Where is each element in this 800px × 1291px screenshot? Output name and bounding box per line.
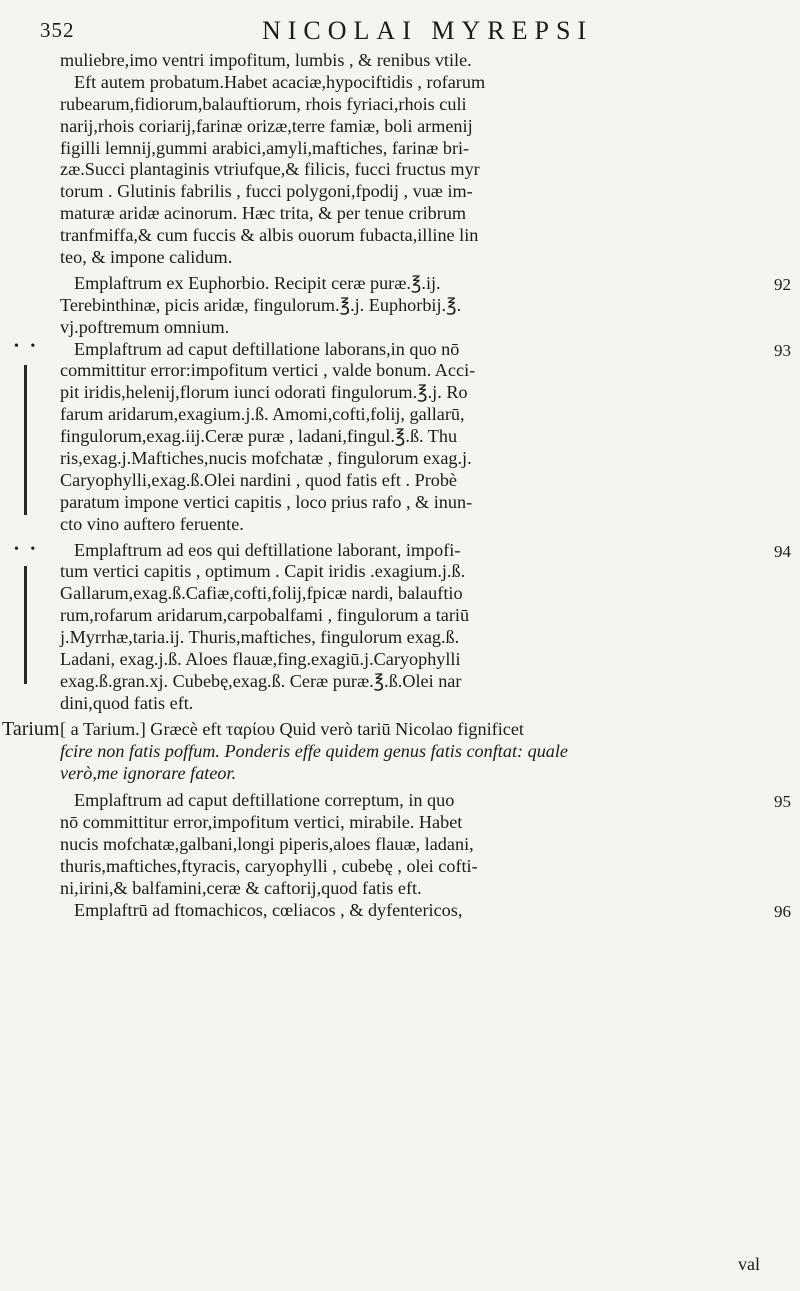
text-line: cto vino auftero feruente. [60,513,244,534]
text-line: j.Myrrhæ,taria.ij. Thuris,maftiches, fingulorum exag.ß. [60,627,460,648]
text-line: farum aridarum,exagium.j.ß. Amomi,cofti,folij, gallarū, [60,404,465,425]
recipe-number: 93 [774,340,791,360]
text-line: fingulorum,exag.iij.Ceræ puræ , ladani,fingul.℥.ß. Thu [60,426,458,447]
margin-bar [24,566,27,684]
text-line: exag.ß.gran.xj. Cubebę,exag.ß. Ceræ puræ.℥.ß.Olei nar [60,670,462,691]
recipe-number: 94 [774,541,791,561]
catchword: val [738,1254,760,1274]
text-line: muliebre,imo ventri impofitum, lumbis , & renibus vtile. [60,50,472,70]
text-line: Gallarum,exag.ß.Cafiæ,cofti,folij,fpicæ nardi, balauftio [60,583,463,604]
text-line: Eft autem probatum.Habet acaciæ,hypociftidis , rofarum [74,71,486,92]
text-line: committitur error:impofitum vertici , valde bonum. Acci- [60,360,476,381]
text-line: ris,exag.j.Maftiches,nucis mofchatæ , fingulorum exag.j. [60,448,472,469]
text-line: paratum impone vertici capitis , loco prius rafo , & inun- [60,491,473,512]
text-line: maturæ aridæ acinorum. Hæc trita, & per tenue cribrum [60,203,467,224]
paragraph-caput-2 [14,539,791,715]
paragraph-astringent [60,50,775,269]
text-line: rubearum,fidiorum,balauftiorum, rhois fyriaci,rhois culi [60,93,467,114]
text-line: Terebinthinæ, picis aridæ, fingulorum.℥.j. Euphorbij.℥. [60,294,462,315]
text-line: [ a Tarium.] Græcè eft ταρίου Quid verò tariū Nicolao fignificet [60,718,524,739]
paragraph-caput-3 [60,790,791,922]
annotation-tarium [2,717,775,785]
margin-note: Tarium [2,717,60,740]
text-line: nō committitur error,impofitum vertici, mirabile. Habet [60,812,463,833]
text-line: torum . Glutinis fabrilis , fucci polygoni,fpodij , vuæ im- [60,181,473,202]
recipe-number: 92 [774,274,791,294]
bullet-markers: • • [14,338,40,354]
text-line: tranfmiffa,& cum fuccis & albis ouorum fubacta,illine lin [60,225,479,246]
text-line: tum vertici capitis , optimum . Capit iridis .exagium.j.ß. [60,561,466,582]
text-line: verò,me ignorare fateor. [60,762,237,783]
text-line: Emplaftrum ad caput deftillatione laborans,in quo nō [74,338,460,359]
page-header [0,16,800,48]
text-line: narij,rhois coriarij,farinæ orizæ,terre famiæ, boli armenij [60,115,473,136]
text-line: rum,rofarum aridarum,carpobalfami , fingulorum a tariū [60,605,470,626]
paragraph-euphorbio [60,272,791,339]
recipe-number: 95 [774,792,791,812]
text-line: Emplaftrū ad ftomachicos, cœliacos , & dyfentericos, [74,899,463,920]
text-line: pit iridis,helenij,florum iunci odorati fingulorum.℥.j. Ro [60,382,468,403]
text-line: dini,quod fatis eft. [60,692,194,713]
bullet-markers: • • [14,541,40,557]
margin-bar [24,365,27,515]
text-line: Emplaftrum ad eos qui deftillatione laborant, impofi- [74,539,461,560]
text-line: vj.poftremum omnium. [60,316,230,337]
running-title: NICOLAI MYREPSI [262,16,594,45]
text-line: teo, & impone calidum. [60,247,233,268]
page-number: 352 [40,18,75,42]
text-line: nucis mofchatæ,galbani,longi piperis,aloes flauæ, ladani, [60,834,474,855]
text-line: Emplaftrum ex Euphorbio. Recipit ceræ puræ.℥.ij. [74,272,441,293]
text-line: Caryophylli,exag.ß.Olei nardini , quod fatis eft . Probè [60,469,458,490]
text-line: Emplaftrum ad caput deftillatione correptum, in quo [74,790,455,811]
paragraph-caput-1 [14,338,791,536]
text-line: fcire non fatis poffum. Ponderis effe quidem genus fatis conftat: quale [60,740,569,761]
text-line: Ladani, exag.j.ß. Aloes flauæ,fing.exagiū.j.Caryophylli [60,649,461,670]
text-line: thuris,maftiches,ftyracis, caryophylli , cubebę , olei cofti- [60,856,478,877]
recipe-number: 96 [774,902,791,922]
text-line: zæ.Succi plantaginis vtriufque,& filicis, fucci fructus myr [60,159,480,180]
text-line: ni,irini,& balfamini,ceræ & caftorij,quod fatis eft. [60,877,422,898]
text-line: figilli lemnij,gummi arabici,amyli,maftiches, farinæ bri- [60,137,470,158]
body-text [2,50,791,922]
